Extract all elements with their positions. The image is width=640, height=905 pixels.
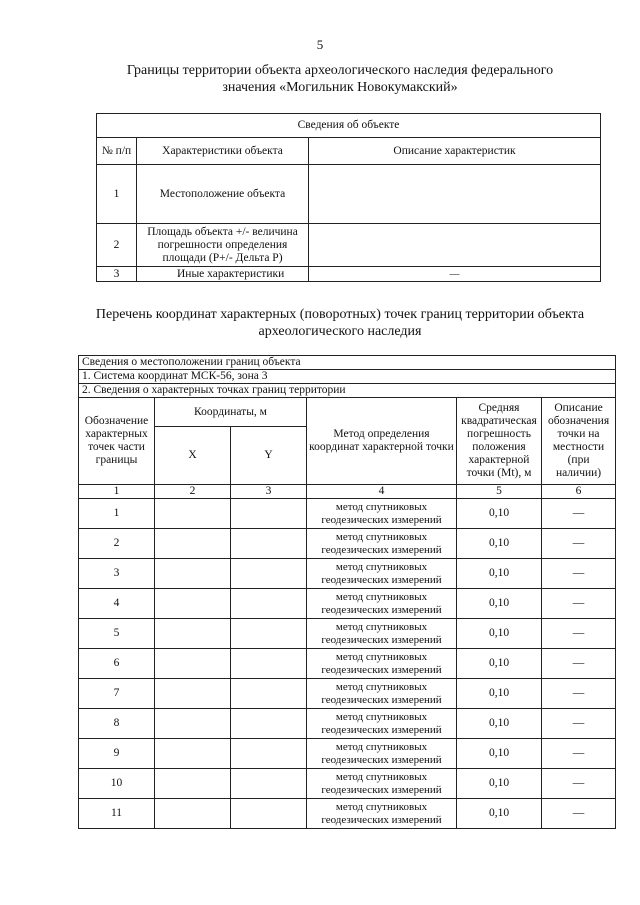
object-row-name: Площадь объекта +/- величина погрешности определения площади (Р+/- Дельта Р) (137, 224, 309, 267)
object-info-table (96, 113, 601, 282)
cell-error: 0,10 (457, 769, 542, 799)
col-number: 3 (231, 485, 307, 499)
object-row-num: 2 (97, 224, 137, 267)
cell-x (155, 559, 231, 589)
cell-error: 0,10 (457, 589, 542, 619)
cell-method: метод спутниковых геодезических измерений (307, 499, 457, 529)
cell-x (155, 589, 231, 619)
col-number: 6 (542, 485, 616, 499)
cell-y (231, 769, 307, 799)
cell-method: метод спутниковых геодезических измерений (307, 589, 457, 619)
object-header-desc: Описание характеристик (309, 138, 601, 165)
cell-desc: — (542, 649, 616, 679)
table-row (79, 649, 616, 679)
cell-x (155, 769, 231, 799)
object-row-name: Местоположение объекта (137, 165, 309, 224)
cell-point: 11 (79, 799, 155, 829)
cell-method: метод спутниковых геодезических измерений (307, 679, 457, 709)
cell-desc: — (542, 589, 616, 619)
header-method: Метод определения координат характерной точки (307, 398, 457, 485)
cell-y (231, 559, 307, 589)
cell-x (155, 649, 231, 679)
cell-error: 0,10 (457, 799, 542, 829)
cell-method: метод спутниковых геодезических измерений (307, 529, 457, 559)
cell-y (231, 649, 307, 679)
cell-point: 9 (79, 739, 155, 769)
table-row (79, 559, 616, 589)
header-x: X (155, 427, 231, 485)
object-row-desc: — (309, 267, 601, 282)
cell-method: метод спутниковых геодезических измерений (307, 769, 457, 799)
table-row (79, 619, 616, 649)
cell-method: метод спутниковых геодезических измерений (307, 709, 457, 739)
cell-error: 0,10 (457, 679, 542, 709)
cell-y (231, 499, 307, 529)
cell-error: 0,10 (457, 499, 542, 529)
object-header-num: № п/п (97, 138, 137, 165)
table-row (79, 529, 616, 559)
cell-error: 0,10 (457, 529, 542, 559)
table-row (79, 499, 616, 529)
cell-method: метод спутниковых геодезических измерений (307, 619, 457, 649)
cell-desc: — (542, 499, 616, 529)
table-row (79, 769, 616, 799)
col-number: 4 (307, 485, 457, 499)
table-row (79, 679, 616, 709)
cell-y (231, 589, 307, 619)
cell-method: метод спутниковых геодезических измерений (307, 649, 457, 679)
object-row-name: Иные характеристики (137, 267, 309, 282)
section-points: 2. Сведения о характерных точках границ территории (79, 384, 616, 398)
cell-desc: — (542, 709, 616, 739)
cell-x (155, 679, 231, 709)
table-row (79, 589, 616, 619)
cell-method: метод спутниковых геодезических измерений (307, 739, 457, 769)
cell-point: 10 (79, 769, 155, 799)
object-row-num: 3 (97, 267, 137, 282)
cell-point: 2 (79, 529, 155, 559)
section-coord-system: 1. Система координат МСК-56, зона 3 (79, 370, 616, 384)
coords-title: Перечень координат характерных (поворотных) точек границ территории объекта археологического наследия (95, 307, 585, 339)
table-row (97, 224, 601, 267)
object-table-caption: Сведения об объекте (97, 114, 601, 138)
cell-desc: — (542, 529, 616, 559)
cell-error: 0,10 (457, 709, 542, 739)
cell-point: 6 (79, 649, 155, 679)
cell-desc: — (542, 619, 616, 649)
cell-x (155, 619, 231, 649)
cell-point: 3 (79, 559, 155, 589)
table-row (97, 267, 601, 282)
header-error: Средняя квадратическая погрешность положения характерной точки (Mt), м (457, 398, 542, 485)
object-row-desc (309, 224, 601, 267)
header-point: Обозначение характерных точек части границы (79, 398, 155, 485)
cell-point: 5 (79, 619, 155, 649)
section-location: Сведения о местоположении границ объекта (79, 356, 616, 370)
cell-y (231, 709, 307, 739)
cell-error: 0,10 (457, 559, 542, 589)
coordinates-table (78, 355, 616, 829)
cell-y (231, 619, 307, 649)
object-header-name: Характеристики объекта (137, 138, 309, 165)
cell-desc: — (542, 739, 616, 769)
object-row-desc (309, 165, 601, 224)
cell-x (155, 739, 231, 769)
cell-x (155, 499, 231, 529)
header-description: Описание обозначения точки на местности (при наличии) (542, 398, 616, 485)
object-row-num: 1 (97, 165, 137, 224)
table-row (79, 799, 616, 829)
cell-y (231, 529, 307, 559)
cell-desc: — (542, 559, 616, 589)
cell-y (231, 799, 307, 829)
cell-method: метод спутниковых геодезических измерений (307, 559, 457, 589)
header-y: Y (231, 427, 307, 485)
cell-x (155, 709, 231, 739)
header-coordinates: Координаты, м (155, 398, 307, 427)
cell-desc: — (542, 679, 616, 709)
table-row (79, 739, 616, 769)
cell-y (231, 679, 307, 709)
cell-y (231, 739, 307, 769)
cell-desc: — (542, 799, 616, 829)
cell-x (155, 799, 231, 829)
cell-method: метод спутниковых геодезических измерений (307, 799, 457, 829)
cell-error: 0,10 (457, 649, 542, 679)
col-number: 1 (79, 485, 155, 499)
document-title: Границы территории объекта археологического наследия федерального значения «Могильник Новокумакский» (126, 63, 554, 95)
cell-point: 8 (79, 709, 155, 739)
table-row (97, 165, 601, 224)
col-number: 2 (155, 485, 231, 499)
cell-x (155, 529, 231, 559)
table-row (79, 709, 616, 739)
cell-desc: — (542, 769, 616, 799)
cell-point: 7 (79, 679, 155, 709)
cell-point: 4 (79, 589, 155, 619)
cell-point: 1 (79, 499, 155, 529)
cell-error: 0,10 (457, 619, 542, 649)
page-number: 5 (316, 37, 324, 52)
cell-error: 0,10 (457, 739, 542, 769)
col-number: 5 (457, 485, 542, 499)
